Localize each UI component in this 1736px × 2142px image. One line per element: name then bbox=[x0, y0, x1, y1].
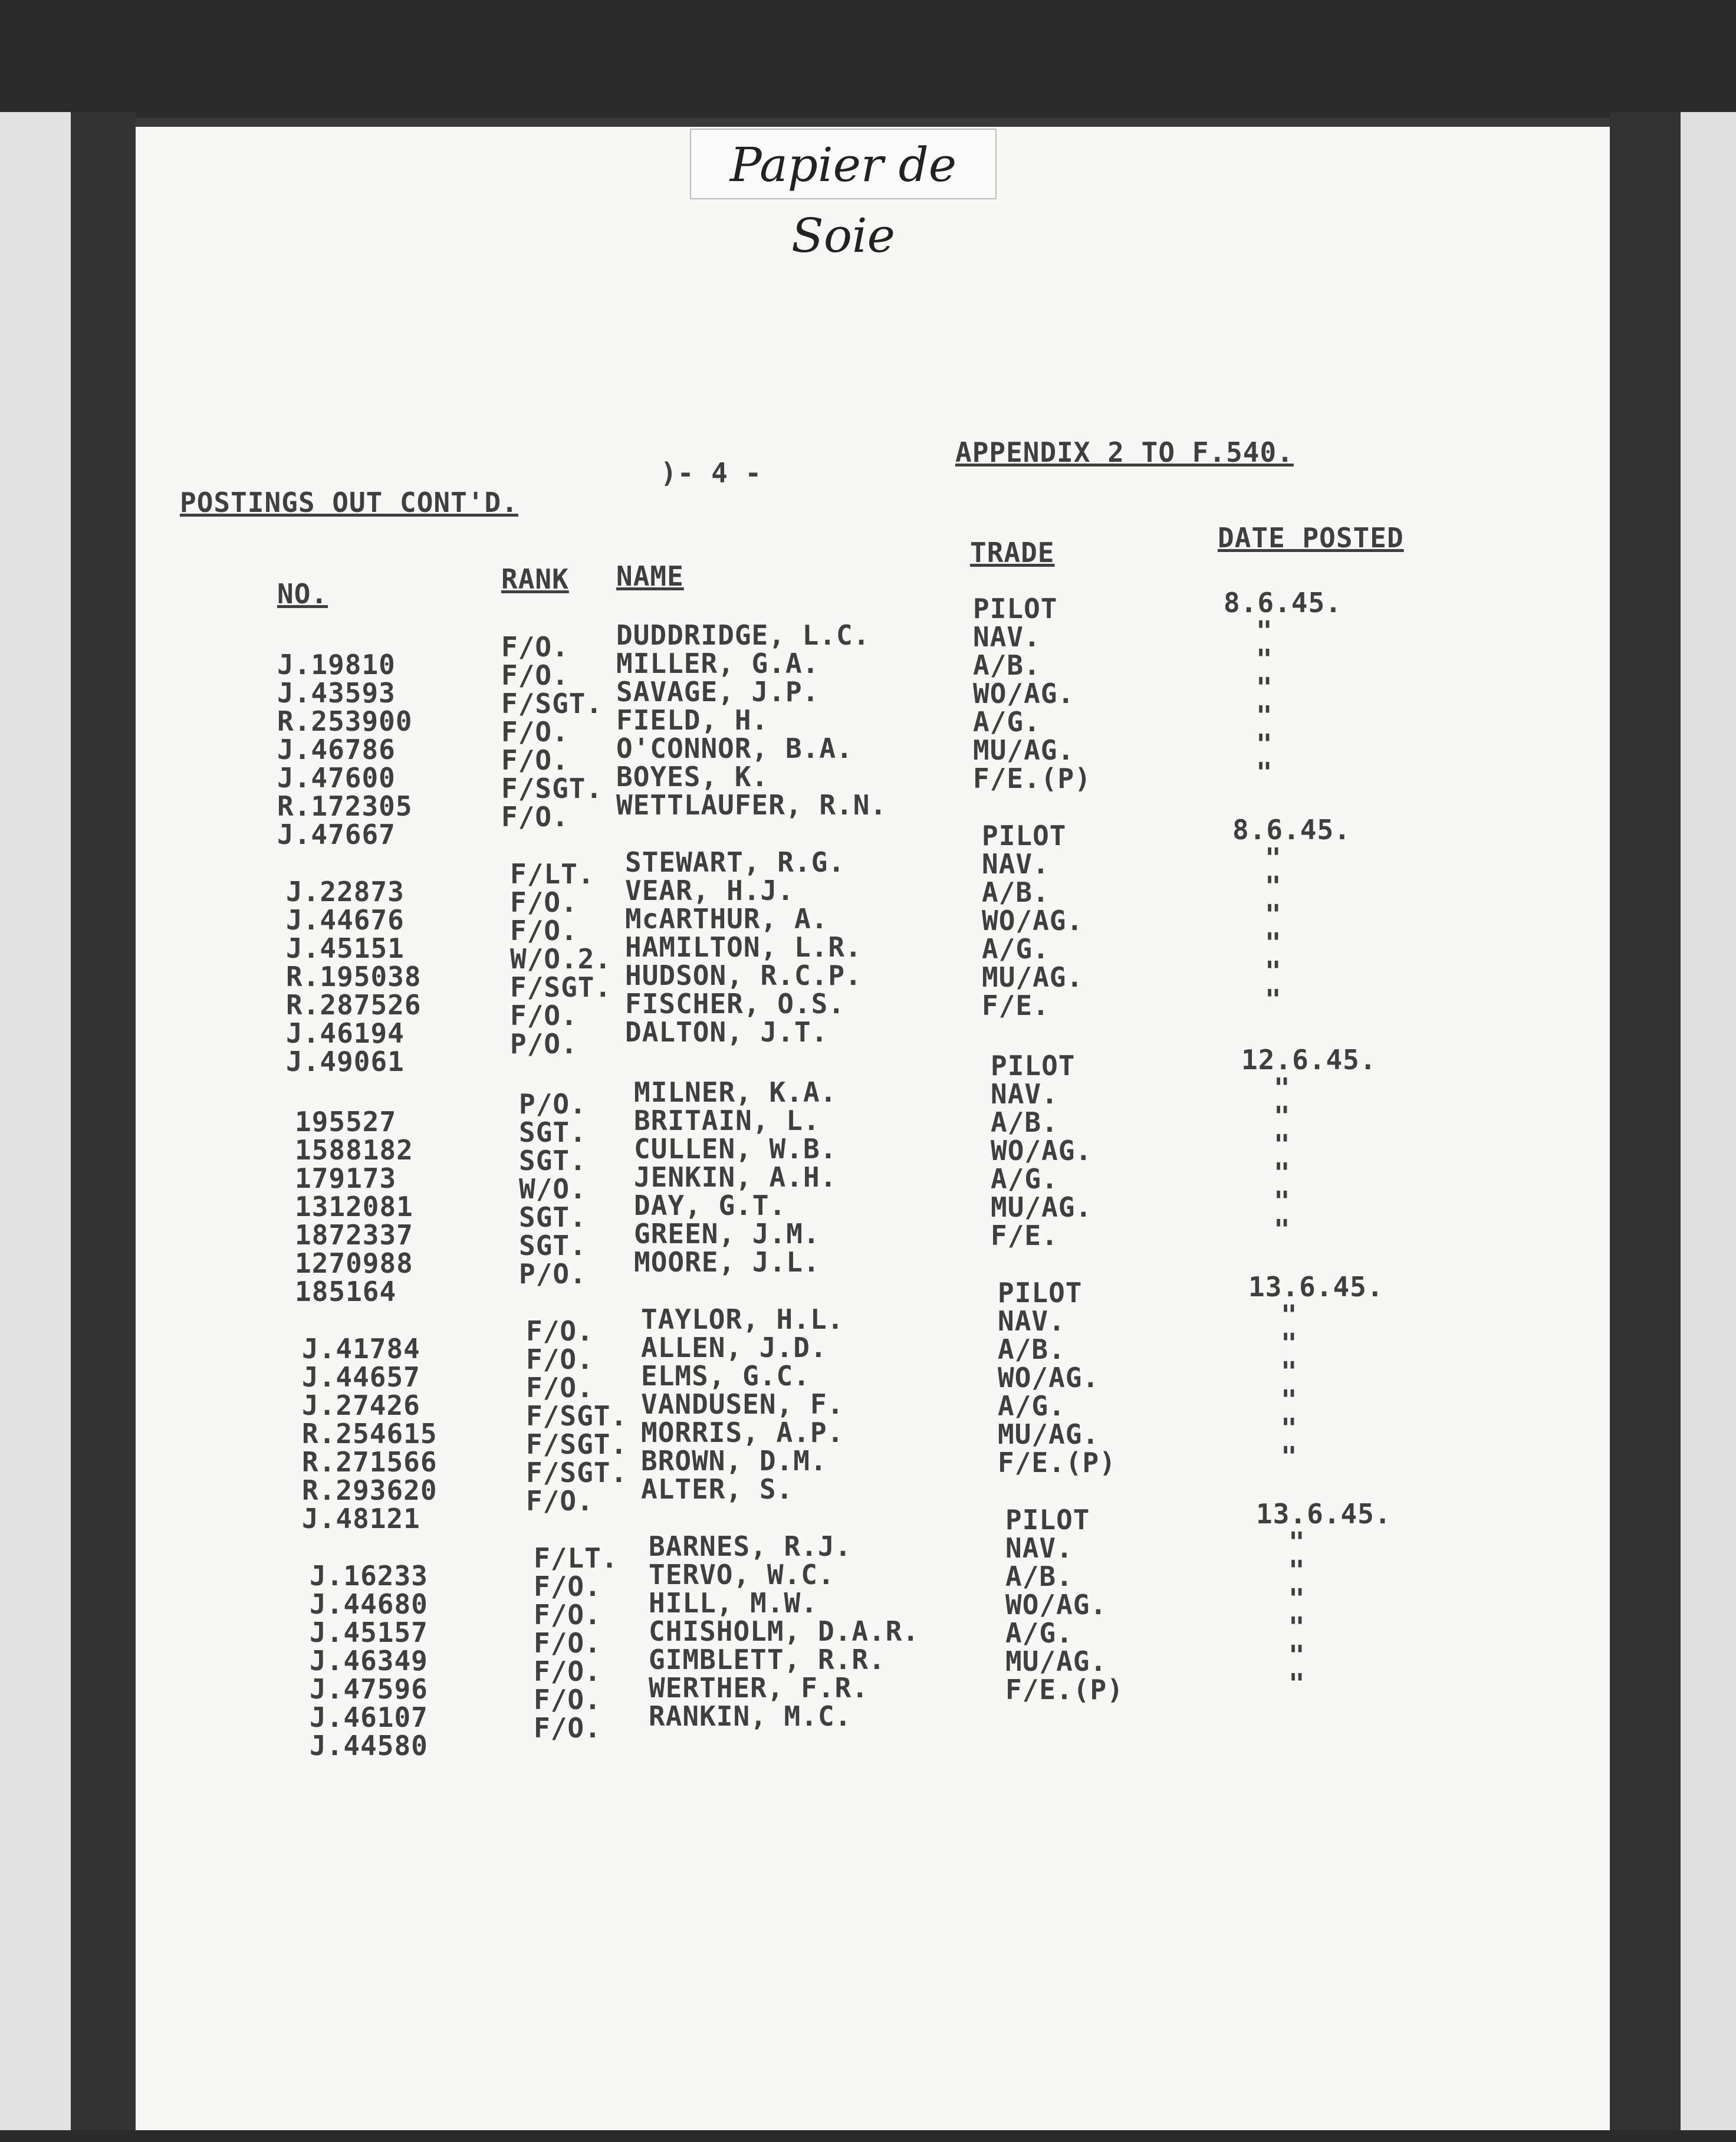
row-number: R.287526 bbox=[286, 989, 422, 1021]
ditto-mark: " bbox=[1288, 1611, 1306, 1643]
row-rank: P/O. bbox=[519, 1258, 587, 1290]
ditto-mark: " bbox=[1265, 870, 1282, 902]
row-number: J.44676 bbox=[286, 904, 405, 936]
header-trade: TRADE bbox=[970, 537, 1055, 569]
ditto-mark: " bbox=[1256, 643, 1273, 675]
row-trade: PILOT bbox=[998, 1277, 1083, 1309]
row-rank: F/O. bbox=[526, 1372, 594, 1404]
row-rank: F/SGT. bbox=[501, 773, 603, 804]
group-date: 8.6.45. bbox=[1224, 587, 1342, 619]
row-trade: A/G. bbox=[991, 1163, 1058, 1195]
row-trade: F/E. bbox=[982, 990, 1050, 1021]
ditto-mark: " bbox=[1265, 955, 1282, 987]
row-number: J.19810 bbox=[277, 649, 396, 681]
row-rank: F/O. bbox=[526, 1343, 594, 1375]
ditto-mark: " bbox=[1281, 1328, 1298, 1359]
row-trade: A/B. bbox=[982, 876, 1050, 908]
row-number: J.46349 bbox=[310, 1645, 428, 1677]
ditto-mark: " bbox=[1281, 1299, 1298, 1331]
row-number: 1312081 bbox=[295, 1191, 413, 1223]
page-number: )- 4 - bbox=[660, 457, 762, 489]
row-rank: F/O. bbox=[510, 915, 578, 947]
row-name: HUDSON, R.C.P. bbox=[625, 960, 862, 991]
row-name: WETTLAUFER, R.N. bbox=[616, 789, 887, 821]
section-title: POSTINGS OUT CONT'D. bbox=[180, 487, 518, 518]
row-rank: P/O. bbox=[510, 1028, 578, 1060]
row-trade: WO/AG. bbox=[991, 1135, 1093, 1167]
row-rank: F/O. bbox=[526, 1485, 594, 1517]
row-rank: W/O.2. bbox=[510, 943, 612, 975]
group-date: 12.6.45. bbox=[1241, 1044, 1377, 1076]
row-trade: A/B. bbox=[973, 649, 1041, 681]
row-name: HAMILTON, L.R. bbox=[625, 931, 862, 963]
ditto-mark: " bbox=[1256, 672, 1273, 704]
row-number: 185164 bbox=[295, 1276, 397, 1307]
row-number: R.293620 bbox=[302, 1474, 438, 1506]
scan-top-border bbox=[0, 0, 1736, 118]
row-rank: F/O. bbox=[501, 631, 569, 663]
scan-right-bar bbox=[1610, 112, 1681, 2142]
ditto-mark: " bbox=[1265, 899, 1282, 931]
row-rank: F/O. bbox=[534, 1712, 601, 1744]
row-rank: F/O. bbox=[510, 886, 578, 918]
row-name: FISCHER, O.S. bbox=[625, 988, 846, 1020]
ditto-mark: " bbox=[1288, 1555, 1306, 1586]
row-trade: A/G. bbox=[973, 706, 1041, 738]
row-rank: F/O. bbox=[534, 1571, 601, 1602]
row-rank: F/LT. bbox=[510, 858, 595, 890]
row-rank: F/O. bbox=[501, 801, 569, 833]
row-name: MILNER, K.A. bbox=[634, 1076, 837, 1108]
row-rank: F/O. bbox=[510, 1000, 578, 1031]
row-name: O'CONNOR, B.A. bbox=[616, 732, 853, 764]
header-name: NAME bbox=[616, 560, 684, 592]
header-rank: RANK bbox=[501, 563, 569, 595]
row-rank: F/SGT. bbox=[526, 1428, 628, 1460]
row-rank: F/O. bbox=[534, 1655, 601, 1687]
row-trade: A/B. bbox=[1005, 1560, 1073, 1592]
row-number: R.254615 bbox=[302, 1418, 438, 1450]
row-rank: F/O. bbox=[501, 744, 569, 776]
row-rank: F/SGT. bbox=[501, 688, 603, 720]
header-no: NO. bbox=[277, 578, 328, 610]
row-number: R.172305 bbox=[277, 790, 413, 822]
group-date: 13.6.45. bbox=[1256, 1498, 1392, 1530]
row-number: 1872337 bbox=[295, 1219, 413, 1251]
ditto-mark: " bbox=[1256, 700, 1273, 732]
ditto-mark: " bbox=[1274, 1214, 1291, 1246]
ditto-mark: " bbox=[1281, 1356, 1298, 1388]
ditto-mark: " bbox=[1288, 1526, 1306, 1558]
ditto-mark: " bbox=[1281, 1384, 1298, 1416]
row-trade: NAV. bbox=[973, 621, 1041, 653]
row-number: J.27426 bbox=[302, 1389, 420, 1421]
ditto-mark: " bbox=[1274, 1100, 1291, 1132]
row-trade: F/E. bbox=[991, 1220, 1058, 1251]
row-name: TAYLOR, H.L. bbox=[641, 1303, 844, 1335]
row-rank: W/O. bbox=[519, 1173, 587, 1205]
ditto-mark: " bbox=[1265, 927, 1282, 959]
row-number: J.47600 bbox=[277, 762, 396, 794]
scan-left-margin bbox=[0, 112, 71, 2142]
row-trade: A/G. bbox=[1005, 1617, 1073, 1649]
row-number: J.44657 bbox=[302, 1361, 420, 1393]
row-trade: MU/AG. bbox=[973, 734, 1075, 766]
row-trade: F/E.(P) bbox=[998, 1447, 1116, 1479]
ditto-mark: " bbox=[1274, 1072, 1291, 1104]
row-number: J.45151 bbox=[286, 932, 405, 964]
row-name: CULLEN, W.B. bbox=[634, 1133, 837, 1165]
row-rank: F/O. bbox=[534, 1627, 601, 1659]
ditto-mark: " bbox=[1288, 1583, 1306, 1615]
ditto-mark: " bbox=[1274, 1185, 1291, 1217]
row-rank: SGT. bbox=[519, 1116, 587, 1148]
ditto-mark: " bbox=[1256, 615, 1273, 647]
row-number: J.44580 bbox=[310, 1730, 428, 1762]
row-rank: F/SGT. bbox=[510, 971, 612, 1003]
row-trade: PILOT bbox=[982, 820, 1067, 852]
row-number: J.46786 bbox=[277, 734, 396, 766]
row-trade: MU/AG. bbox=[982, 961, 1084, 993]
row-number: J.44680 bbox=[310, 1588, 428, 1620]
row-number: R.195038 bbox=[286, 961, 422, 993]
group-date: 8.6.45. bbox=[1232, 814, 1351, 846]
row-trade: A/B. bbox=[998, 1333, 1066, 1365]
row-trade: PILOT bbox=[973, 593, 1058, 625]
ditto-mark: " bbox=[1265, 984, 1282, 1016]
row-name: BROWN, D.M. bbox=[641, 1445, 827, 1477]
row-name: VEAR, H.J. bbox=[625, 875, 794, 906]
row-name: HILL, M.W. bbox=[649, 1587, 818, 1619]
row-number: J.41784 bbox=[302, 1333, 420, 1365]
row-number: J.22873 bbox=[286, 876, 405, 908]
row-rank: F/LT. bbox=[534, 1542, 619, 1574]
scan-left-bar bbox=[71, 112, 136, 2142]
row-trade: WO/AG. bbox=[982, 905, 1084, 937]
row-number: J.47596 bbox=[310, 1673, 428, 1705]
row-name: ALTER, S. bbox=[641, 1473, 794, 1505]
row-name: DAY, G.T. bbox=[634, 1190, 787, 1221]
row-trade: PILOT bbox=[1005, 1504, 1090, 1536]
handwritten-label: Papier de Soie bbox=[690, 129, 997, 199]
row-name: VANDUSEN, F. bbox=[641, 1388, 844, 1420]
row-name: ALLEN, J.D. bbox=[641, 1332, 827, 1364]
row-number: J.49061 bbox=[286, 1046, 405, 1077]
row-number: 195527 bbox=[295, 1106, 397, 1138]
row-number: J.46107 bbox=[310, 1701, 428, 1733]
row-name: TERVO, W.C. bbox=[649, 1559, 835, 1591]
row-trade: A/G. bbox=[998, 1390, 1066, 1422]
header-date-posted: DATE POSTED bbox=[1218, 522, 1404, 554]
ditto-mark: " bbox=[1256, 728, 1273, 760]
row-trade: A/G. bbox=[982, 933, 1050, 965]
row-name: JENKIN, A.H. bbox=[634, 1161, 837, 1193]
row-number: J.47667 bbox=[277, 819, 396, 850]
row-name: CHISHOLM, D.A.R. bbox=[649, 1615, 920, 1647]
row-rank: SGT. bbox=[519, 1230, 587, 1261]
row-trade: WO/AG. bbox=[973, 678, 1075, 709]
row-name: MORRIS, A.P. bbox=[641, 1417, 844, 1448]
row-rank: F/SGT. bbox=[526, 1457, 628, 1489]
row-trade: WO/AG. bbox=[998, 1362, 1100, 1394]
ditto-mark: " bbox=[1274, 1129, 1291, 1161]
row-trade: WO/AG. bbox=[1005, 1589, 1107, 1621]
row-trade: A/B. bbox=[991, 1106, 1058, 1138]
row-trade: F/E.(P) bbox=[973, 763, 1091, 794]
row-name: FIELD, H. bbox=[616, 704, 769, 736]
row-rank: F/O. bbox=[501, 659, 569, 691]
ditto-mark: " bbox=[1281, 1412, 1298, 1444]
scan-bottom-border bbox=[0, 2130, 1736, 2142]
row-rank: SGT. bbox=[519, 1145, 587, 1177]
row-rank: F/SGT. bbox=[526, 1400, 628, 1432]
row-name: RANKIN, M.C. bbox=[649, 1700, 852, 1732]
row-trade: MU/AG. bbox=[991, 1191, 1093, 1223]
row-rank: P/O. bbox=[519, 1088, 587, 1120]
row-name: McARTHUR, A. bbox=[625, 903, 828, 935]
row-trade: PILOT bbox=[991, 1050, 1076, 1082]
row-number: R.253900 bbox=[277, 705, 413, 737]
ditto-mark: " bbox=[1281, 1441, 1298, 1473]
ditto-mark: " bbox=[1256, 757, 1273, 789]
row-trade: NAV. bbox=[1005, 1532, 1073, 1564]
row-number: J.43593 bbox=[277, 677, 396, 709]
row-number: 1588182 bbox=[295, 1134, 413, 1166]
row-trade: F/E.(P) bbox=[1005, 1674, 1124, 1706]
row-name: ELMS, G.C. bbox=[641, 1360, 810, 1392]
row-name: WERTHER, F.R. bbox=[649, 1672, 869, 1704]
row-name: MILLER, G.A. bbox=[616, 648, 820, 679]
row-rank: F/O. bbox=[526, 1315, 594, 1347]
appendix-title: APPENDIX 2 TO F.540. bbox=[955, 436, 1294, 468]
row-number: 179173 bbox=[295, 1162, 397, 1194]
row-trade: NAV. bbox=[991, 1078, 1058, 1110]
row-name: BRITAIN, L. bbox=[634, 1105, 820, 1136]
row-number: R.271566 bbox=[302, 1446, 438, 1478]
row-rank: SGT. bbox=[519, 1201, 587, 1233]
row-number: J.45157 bbox=[310, 1617, 428, 1648]
ditto-mark: " bbox=[1288, 1640, 1306, 1671]
group-date: 13.6.45. bbox=[1248, 1271, 1384, 1303]
row-number: J.46194 bbox=[286, 1017, 405, 1049]
row-name: GIMBLETT, R.R. bbox=[649, 1644, 886, 1676]
row-name: SAVAGE, J.P. bbox=[616, 676, 820, 708]
row-trade: NAV. bbox=[982, 848, 1050, 880]
scan-right-margin bbox=[1681, 112, 1736, 2142]
ditto-mark: " bbox=[1288, 1668, 1306, 1700]
row-name: DALTON, J.T. bbox=[625, 1016, 828, 1048]
row-name: MOORE, J.L. bbox=[634, 1246, 820, 1278]
row-number: 1270988 bbox=[295, 1247, 413, 1279]
row-name: DUDDRIDGE, L.C. bbox=[616, 619, 870, 651]
row-name: BOYES, K. bbox=[616, 761, 769, 793]
row-name: GREEN, J.M. bbox=[634, 1218, 820, 1250]
row-trade: NAV. bbox=[998, 1305, 1066, 1337]
ditto-mark: " bbox=[1265, 842, 1282, 874]
row-trade: MU/AG. bbox=[1005, 1645, 1107, 1677]
row-rank: F/O. bbox=[534, 1684, 601, 1716]
row-name: STEWART, R.G. bbox=[625, 846, 846, 878]
row-rank: F/O. bbox=[501, 716, 569, 748]
row-number: J.48121 bbox=[302, 1503, 420, 1535]
row-number: J.16233 bbox=[310, 1560, 428, 1592]
row-trade: MU/AG. bbox=[998, 1418, 1100, 1450]
row-name: BARNES, R.J. bbox=[649, 1530, 852, 1562]
ditto-mark: " bbox=[1274, 1157, 1291, 1189]
row-rank: F/O. bbox=[534, 1599, 601, 1631]
